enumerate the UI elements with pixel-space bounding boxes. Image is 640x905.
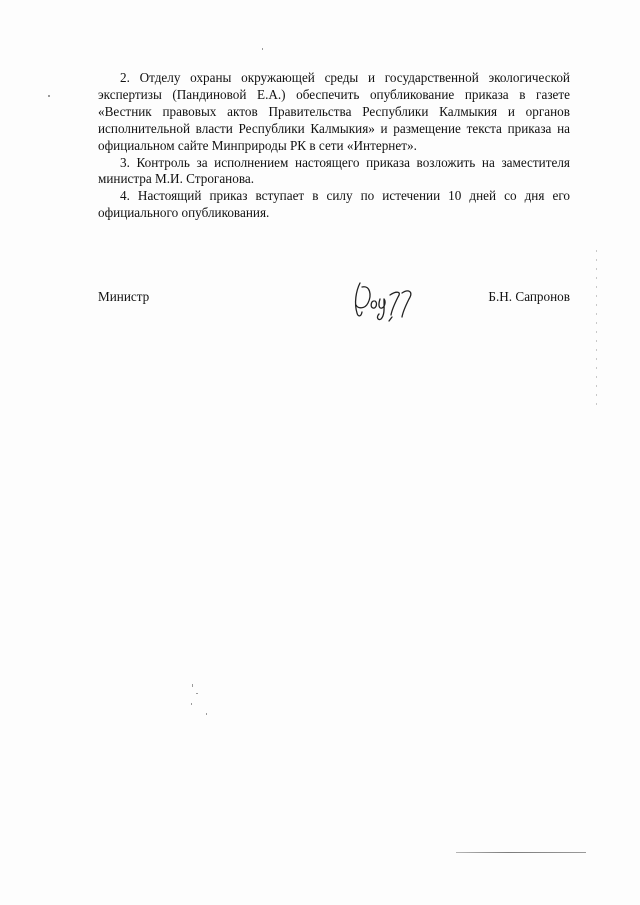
scan-edge-dots: [596, 250, 597, 410]
handwritten-signature: [348, 279, 428, 324]
scan-speck: [192, 684, 193, 687]
scan-bottom-line: [456, 852, 586, 853]
scan-speck: [48, 95, 50, 97]
signature-block: [98, 289, 570, 329]
document-body: [98, 70, 570, 222]
scan-speck: [206, 713, 207, 715]
paragraph-4: 4. Настоящий приказ вступает в силу по истечении 10 дней со дня его официального опубликования.: [98, 188, 570, 221]
paragraph-3: 3. Контроль за исполнением настоящего приказа возложить на заместителя министра М.И. Строганова.: [98, 154, 570, 187]
scan-speck: [262, 48, 263, 50]
paragraph-2: 2. Отделу охраны окружающей среды и государственной экологической экспертизы (Пандиновой Е.А.) обеспечить опубликование приказа в газете «Вестник правовых актов Правительства Республики Калмыкия и органов исполнительной власти Республики Калмыкия» и размещение текста приказа на официальном сайте Минприроды РК в сети «Интернет».: [98, 70, 570, 153]
signatory-name: Б.Н. Сапронов: [488, 289, 570, 304]
scan-speck: [191, 703, 192, 705]
scan-speck: [196, 693, 198, 694]
signatory-title: Министр: [98, 289, 150, 304]
